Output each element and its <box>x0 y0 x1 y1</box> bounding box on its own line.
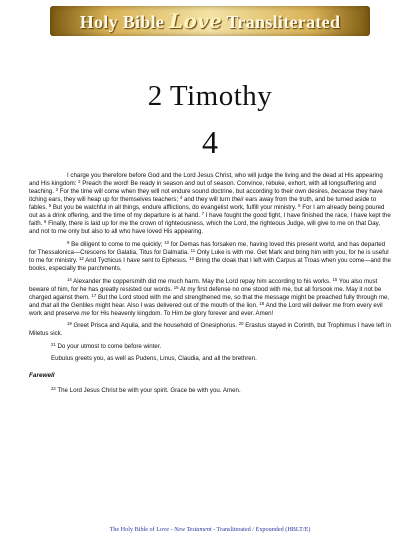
banner-title <box>80 9 341 33</box>
closing-verse <box>51 387 391 395</box>
scripture-paragraph <box>51 355 391 363</box>
verse-text: Bring the cloak that I left with Carpus at Troas when you come—and the books, especially the parchments. <box>29 256 391 273</box>
verse-text: Eubulus greets you, as well as Pudens, Linus, Claudia, and all the brethren. <box>51 355 257 363</box>
verse-number: 14 <box>67 276 72 282</box>
footer-italic: New Testament <box>174 526 212 533</box>
verse-text: And Tychicus I have sent to Ephesus. <box>83 256 190 264</box>
verse-text: for Demas has forsaken me, having loved this present world, and has departed for Thessalonica—Crescens for Galatia, Titus for Dalmatia. <box>29 240 386 256</box>
verse-text: Be diligent to come to me quickly; <box>69 240 165 248</box>
chapter-number: 4 <box>202 124 218 160</box>
verse-number: 13 <box>189 255 194 261</box>
verse-text: Finally, there is laid up for me the crown of righteousness, which the Lord, the righteous Judge, will give to me on that Day, and not to me only but also to all who have loved His appearing. <box>29 220 381 236</box>
page-footer <box>0 526 420 533</box>
verse-number: 19 <box>67 321 72 327</box>
banner-text-love: Love <box>169 9 222 33</box>
footer-prefix: The Holy Bible of Love - <box>109 526 175 533</box>
verse-number: 3 <box>55 187 59 193</box>
verse-text: Greet Prisca and Aquila, and the household of Onesiphorus. <box>71 322 239 330</box>
verse-number: 16 <box>173 284 179 290</box>
verse-text: I charge you therefore before God and the Lord Jesus Christ, who will judge the living and the dead at His appearing and His kingdom: <box>29 172 383 188</box>
verse-text: Do your utmost to come before winter. <box>55 342 162 350</box>
verse-number: 21 <box>51 341 56 347</box>
verse-text: Alexander the coppersmith did me much harm. May the Lord repay him according to his works. <box>71 277 333 285</box>
verse-text: And the Lord will deliver me from every evil work and preserve <box>29 301 383 317</box>
verse-text: out of season. Convince, rebuke, exhort, with all longsuffering and teaching. <box>29 180 377 196</box>
verse-number: 7 <box>201 211 204 217</box>
paragraph-list <box>29 172 391 363</box>
verse-number: 11 <box>190 247 196 253</box>
verse-text: At my first defense no one stood with me, but all forsook me. May it not be charged against them. <box>29 285 382 301</box>
scripture-paragraph <box>29 241 391 273</box>
section-heading: Farewell <box>29 372 55 380</box>
verse-text: For I am already being poured out as a drink offering, and the time of my departure is at hand. <box>29 204 385 220</box>
verse-text: I have fought the good fight, I have finished the race, I have kept the faith. <box>29 212 391 228</box>
scripture-paragraph <box>29 172 391 236</box>
verse-text: they have itching ears, they will heap up for themselves teachers; <box>29 188 383 204</box>
italic-word: because <box>331 188 355 196</box>
verse-number: 9 <box>67 239 70 245</box>
verse-text: You also must beware of him, for he has greatly resisted our words. <box>29 277 378 293</box>
header-banner <box>50 6 370 36</box>
verse-text: all the Gentiles might hear. Also I was delivered out of the mouth of the lion. <box>51 301 260 309</box>
verse-number: 22 <box>51 385 56 391</box>
scripture-paragraph <box>29 322 391 338</box>
italic-word: their <box>231 196 244 204</box>
verse-text: Preach the word! Be ready in season <box>80 180 185 188</box>
verse-text: The Lord Jesus Christ be with your spirit. Grace be with you. Amen. <box>55 386 241 394</box>
italic-word: me <box>81 309 90 317</box>
verse-number: 6 <box>298 203 301 209</box>
verse-text: ears away from the truth, and be turned aside to fables. <box>29 196 377 212</box>
verse-number: 4 <box>179 195 183 201</box>
verse-text: For the time will come when they will not endure sound doctrine, but according to their own desires, <box>58 188 332 196</box>
verse-number: 17 <box>91 292 97 298</box>
verse-number: 15 <box>332 276 338 282</box>
verse-text: Only Luke is with me. Get Mark and bring him with you, for he is useful to me for ministry. <box>29 248 389 264</box>
verse-text: glory forever and ever. Amen! <box>191 309 274 317</box>
verse-number: 8 <box>44 219 47 225</box>
verse-number: 12 <box>79 255 84 261</box>
verse-text: for His heavenly kingdom. To Him <box>89 309 185 317</box>
scripture-paragraph <box>51 343 391 351</box>
italic-word: be <box>184 309 192 317</box>
verse-number: 2 <box>78 179 81 185</box>
book-title: 2 Timothy <box>147 80 273 112</box>
verse-number: 10 <box>164 239 170 245</box>
italic-word: and <box>184 180 195 188</box>
verse-number: 18 <box>259 300 265 306</box>
banner-text-holy-bible: Holy Bible <box>79 12 170 32</box>
footer-suffix: - Transliterated / Expounded (HBLT/E) <box>211 526 311 533</box>
verse-text: But the Lord stood with me and strengthened me, so that the message might be preached fully through me, and <box>29 293 390 309</box>
verse-text: and they will turn <box>182 196 232 204</box>
verse-number: 20 <box>238 321 244 327</box>
verse-number: 5 <box>48 203 52 209</box>
chapter-text <box>29 172 391 399</box>
verse-text: But you be watchful in all things, endure afflictions, do evangelist work, fulfill your ministry. <box>51 204 299 212</box>
banner-text-transliterated: Transliterated <box>221 12 341 32</box>
italic-word: that <box>40 301 52 309</box>
scripture-paragraph <box>29 278 391 318</box>
verse-text: Erastus stayed in Corinth, but Trophimus I have left in Miletus sick. <box>29 322 391 338</box>
